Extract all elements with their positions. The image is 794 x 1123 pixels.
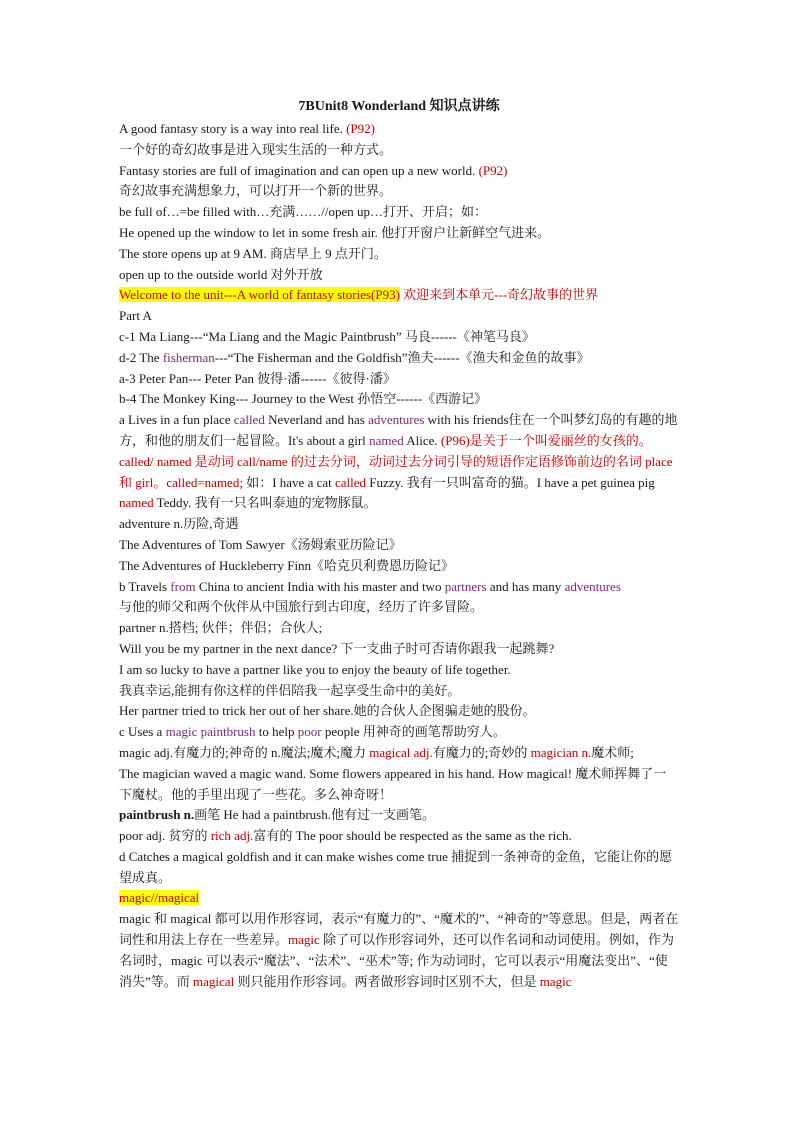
example-line: Her partner tried to trick her out of her share.她的合伙人企图骗走她的股份。 (119, 703, 536, 719)
paragraph: d Catches a magical goldfish and it can make wishes come true 捕捉到一条神奇的金鱼，它能让你的愿望成真。 (119, 848, 673, 885)
paragraph: magic 和 magical 都可以用作形容词，表示“有魔力的”、“魔术的”、“神奇的”等意思。但是，两者在词性和用法上存在一些差异。magic 除了可以作形容词外，还可以作名词和动词使用。例如，作为名词时，magic 可以表示“魔法”、“法术”、“巫术”等; 作为动词时，它可以表示“用魔法变出”、“使消失”等。而 magical 则只能用作形容词。两者做形容词时区别不大，但是 magic (119, 911, 679, 989)
vocab-line: partner n.搭档; 伙伴；伴侣；合伙人; (119, 620, 323, 636)
vocab-line: magic adj.有魔力的;神奇的 n.魔法;魔术;魔力 magical adj.有魔力的;奇妙的 magician n.魔术师; (119, 744, 634, 760)
match-line: b-4 The Monkey King--- Journey to the West 孙悟空------《西游记》 (119, 391, 488, 407)
paragraph: called/ named 是动词 call/name 的过去分词，动词过去分词引导的短语作定语修饰前边的名词 place 和 girl。called=named; 如：I have a cat called Fuzzy. 我有一只叫富奇的猫。I have a pet guinea pig named Teddy. 我有一只名叫泰迪的宠物豚鼠。 (119, 453, 673, 511)
page-ref: (P92) (478, 162, 508, 178)
example-line: Will you be my partner in the next dance? 下一支曲子时可否请你跟我一起跳舞? (119, 640, 555, 656)
paragraph: a Lives in a fun place called Neverland and has adventures with his friends住在一个叫梦幻岛的有趣的地方，和他的朋友们一起冒险。It's about a girl named Alice. (P96)是关于一个叫爱丽丝的女孩的。 (119, 412, 678, 448)
section-heading: Welcome to the unit---A world of fantasy stories(P93) 欢迎来到本单元---奇幻故事的世界 (119, 287, 599, 303)
page-title: 7BUnit8 Wonderland 知识点讲练 (298, 99, 500, 114)
example-line: The store opens up at 9 AM. 商店早上 9 点开门。 (119, 245, 387, 261)
example-line: open up to the outside world 对外开放 (119, 266, 323, 282)
vocab-line: poor adj. 贫穷的 rich adj.富有的 The poor should be respected as the same as the rich. (119, 828, 572, 844)
part-label: Part A (119, 308, 152, 324)
page-ref: (P92) (346, 121, 375, 136)
highlighted-heading: Welcome to the unit---A world of fantasy stories(P93) (119, 287, 400, 303)
document-page (119, 96, 679, 992)
translation-line: 奇幻故事充满想象力，可以打开一个新的世界。 (119, 183, 393, 199)
example-line: I am so lucky to have a partner like you to enjoy the beauty of life together. (119, 661, 511, 677)
match-line: a-3 Peter Pan--- Peter Pan 彼得·潘------《彼得·潘》 (119, 370, 396, 386)
match-line: d-2 The fisherman---“The Fisherman and the Goldfish”渔夫------《渔夫和金鱼的故事》 (119, 349, 590, 365)
translation-line: 与他的师父和两个伙伴从中国旅行到古印度，经历了许多冒险。 (119, 599, 484, 615)
sentence-line: b Travels from China to ancient India with his master and two partners and has many adventures (119, 578, 621, 594)
highlighted-heading: magic//magical (119, 890, 200, 906)
note-line: be full of…=be filled with…充满……//open up…打开、开启；如： (119, 204, 488, 220)
paragraph: The magician waved a magic wand. Some flowers appeared in his hand. How magical! 魔术师挥舞了一下魔杖。他的手里出现了一些花。多么神奇呀！ (119, 765, 667, 802)
sentence-line: A good fantasy story is a way into real life. (P92) (119, 121, 375, 136)
sentence-line: Fantasy stories are full of imagination and can open up a new world. (P92) (119, 162, 508, 178)
sentence-line: c Uses a magic paintbrush to help poor people 用神奇的画笔帮助穷人。 (119, 724, 506, 740)
translation-line: 一个好的奇幻故事是进入现实生活的一种方式。 (119, 141, 393, 157)
match-line: c-1 Ma Liang---“Ma Liang and the Magic Paintbrush” 马良------《神笔马良》 (119, 328, 535, 344)
example-line: He opened up the window to let in some fresh air. 他打开窗户让新鲜空气进来。 (119, 224, 551, 240)
vocab-line: adventure n.历险,奇遇 (119, 516, 239, 532)
translation-line: 我真幸运,能拥有你这样的伴侣陪我一起享受生命中的美好。 (119, 682, 461, 698)
section-heading (119, 888, 679, 909)
example-line: The Adventures of Tom Sawyer《汤姆索亚历险记》 (119, 536, 402, 552)
example-line: The Adventures of Huckleberry Finn《哈克贝利费恩历险记》 (119, 557, 455, 573)
vocab-line: paintbrush n.画笔 He had a paintbrush.他有过一支画笔。 (119, 807, 435, 823)
